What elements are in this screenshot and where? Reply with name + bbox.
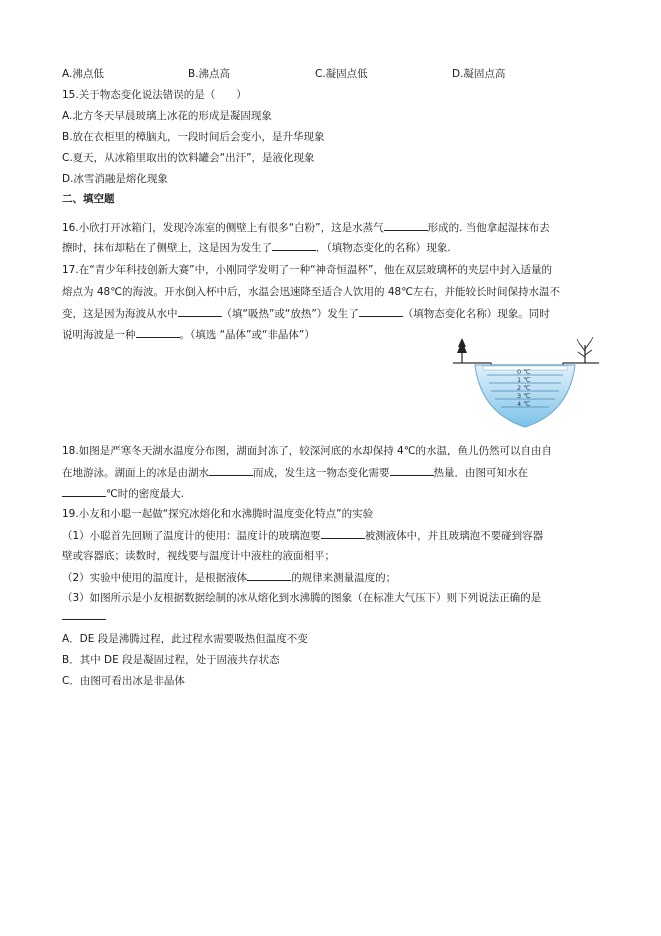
q18-text-2b: 而成，发生这一物态变化需要	[253, 467, 390, 479]
q19-text-2a: （2）实验中使用的温度计，是根据液体	[62, 572, 248, 584]
q15-option-b: B.放在衣柜里的樟脑丸，一段时间后会变小，是升华现象	[62, 131, 325, 143]
q19-text-1a: （1）小聪首先回顾了温度计的使用：温度计的玻璃泡要	[62, 530, 321, 542]
q14-option-c: C.凝固点低	[315, 68, 368, 80]
q16-line-1	[62, 220, 550, 235]
q19-text-2b: 的规律来测量温度的；	[291, 572, 397, 584]
lake-label-0: 0 ℃	[517, 368, 531, 376]
tree-left-icon	[457, 338, 467, 363]
answer-blank[interactable]	[384, 220, 428, 231]
q19-stem: 19.小友和小聪一起做“探究冰熔化和水沸腾时温度变化特点”的实验	[62, 508, 374, 520]
answer-blank[interactable]	[272, 240, 316, 251]
lake-label-3: 3 ℃	[517, 392, 531, 400]
q16-line-2	[62, 240, 451, 255]
q15-option-d: D.冰雪消融是熔化现象	[62, 173, 168, 185]
tree-right-icon	[577, 337, 593, 363]
answer-blank[interactable]	[209, 465, 253, 476]
q17-text-3b: （填“吸热”或“放热”）发生了	[221, 308, 359, 320]
q17-text-4b: 。（填选 “晶体”或“非晶体”）	[179, 329, 315, 341]
q17-line-2: 熔点为 48℃的海波。开水倒入杯中后，水温会迅速降至适合人饮用的 48℃左右，并能较长时间保持水温不	[62, 286, 560, 298]
q16-text-2a: 擦时，抹布却粘在了侧壁上，这是因为发生了	[62, 242, 272, 254]
lake-temperature-diagram	[453, 335, 599, 435]
q17-text-3a: 变，这是因为海波从水中	[62, 308, 178, 320]
answer-blank[interactable]	[136, 327, 180, 338]
section-title-fill-in: 二、填空题	[62, 193, 115, 205]
answer-blank[interactable]	[390, 465, 434, 476]
q15-stem: 15.关于物态变化说法错误的是（ ）	[62, 89, 247, 101]
answer-blank[interactable]	[62, 609, 106, 620]
lake-label-4: 4 ℃	[517, 400, 531, 408]
q19-part-2	[62, 570, 396, 585]
lake-label-2: 2 ℃	[517, 384, 531, 392]
answer-blank[interactable]	[62, 486, 106, 497]
lake-label-1: 1 ℃	[517, 376, 531, 384]
q17-line-4	[62, 327, 315, 342]
q19-part-3-answer-line	[62, 609, 106, 624]
answer-blank[interactable]	[247, 570, 291, 581]
q18-text-2a: 在地游泳。湖面上的冰是由湖水	[62, 467, 209, 479]
answer-blank[interactable]	[321, 528, 365, 539]
answer-blank[interactable]	[359, 306, 403, 317]
answer-blank[interactable]	[178, 306, 222, 317]
q19-text-1b: 被测液体中，并且玻璃泡不要碰到容器	[364, 530, 544, 542]
q19-option-c: C．由图可看出冰是非晶体	[62, 675, 185, 687]
q19-part-3: （3）如图所示是小友根据数据绘制的冰从熔化到水沸腾的图象（在标准大气压下）则下列说法正确的是	[62, 592, 542, 604]
q14-option-b: B.沸点高	[188, 68, 231, 80]
q18-line-2	[62, 465, 528, 480]
q16-text-1b: 形成的. 当他拿起湿抹布去	[427, 222, 550, 234]
q14-option-d: D.凝固点高	[452, 68, 506, 80]
q17-text-4a: 说明海波是一种	[62, 329, 136, 341]
q16-text-2b: ．（填物态变化的名称）现象.	[316, 242, 451, 254]
q19-part-1-continued: 壁或容器底；读数时，视线要与温度计中液柱的液面相平；	[62, 550, 335, 562]
q17-text-3c: （填物态变化名称）现象。同时	[402, 308, 550, 320]
q18-text-2c: 热量．由图可知水在	[433, 467, 528, 479]
q19-option-b: B．其中 DE 段是凝固过程，处于固液共存状态	[62, 654, 280, 666]
q14-option-a: A.沸点低	[62, 68, 104, 80]
q17-line-3	[62, 306, 550, 321]
q15-option-c: C.夏天，从冰箱里取出的饮料罐会“出汗”，是液化现象	[62, 152, 315, 164]
q19-part-1	[62, 528, 543, 543]
q16-text-1a: 16.小欣打开冰箱门，发现冷冻室的侧壁上有很多“白粉”，这是水蒸气	[62, 222, 384, 234]
q18-text-3: ℃时的密度最大.	[106, 488, 185, 500]
q15-option-a: A.北方冬天早晨玻璃上冰花的形成是凝固现象	[62, 110, 272, 122]
q19-option-a: A．DE 段是沸腾过程，此过程水需要吸热但温度不变	[62, 633, 308, 645]
q18-line-3	[62, 486, 184, 501]
q18-line-1: 18.如图是严寒冬天湖水温度分布图，湖面封冻了，较深河底的水却保持 4℃的水温，鱼儿仍然可以自由自	[62, 445, 553, 457]
q17-line-1: 17.在“青少年科技创新大赛”中，小刚同学发明了一种“神奇恒温杯”，他在双层玻璃杯的夹层中封入适量的	[62, 264, 552, 276]
